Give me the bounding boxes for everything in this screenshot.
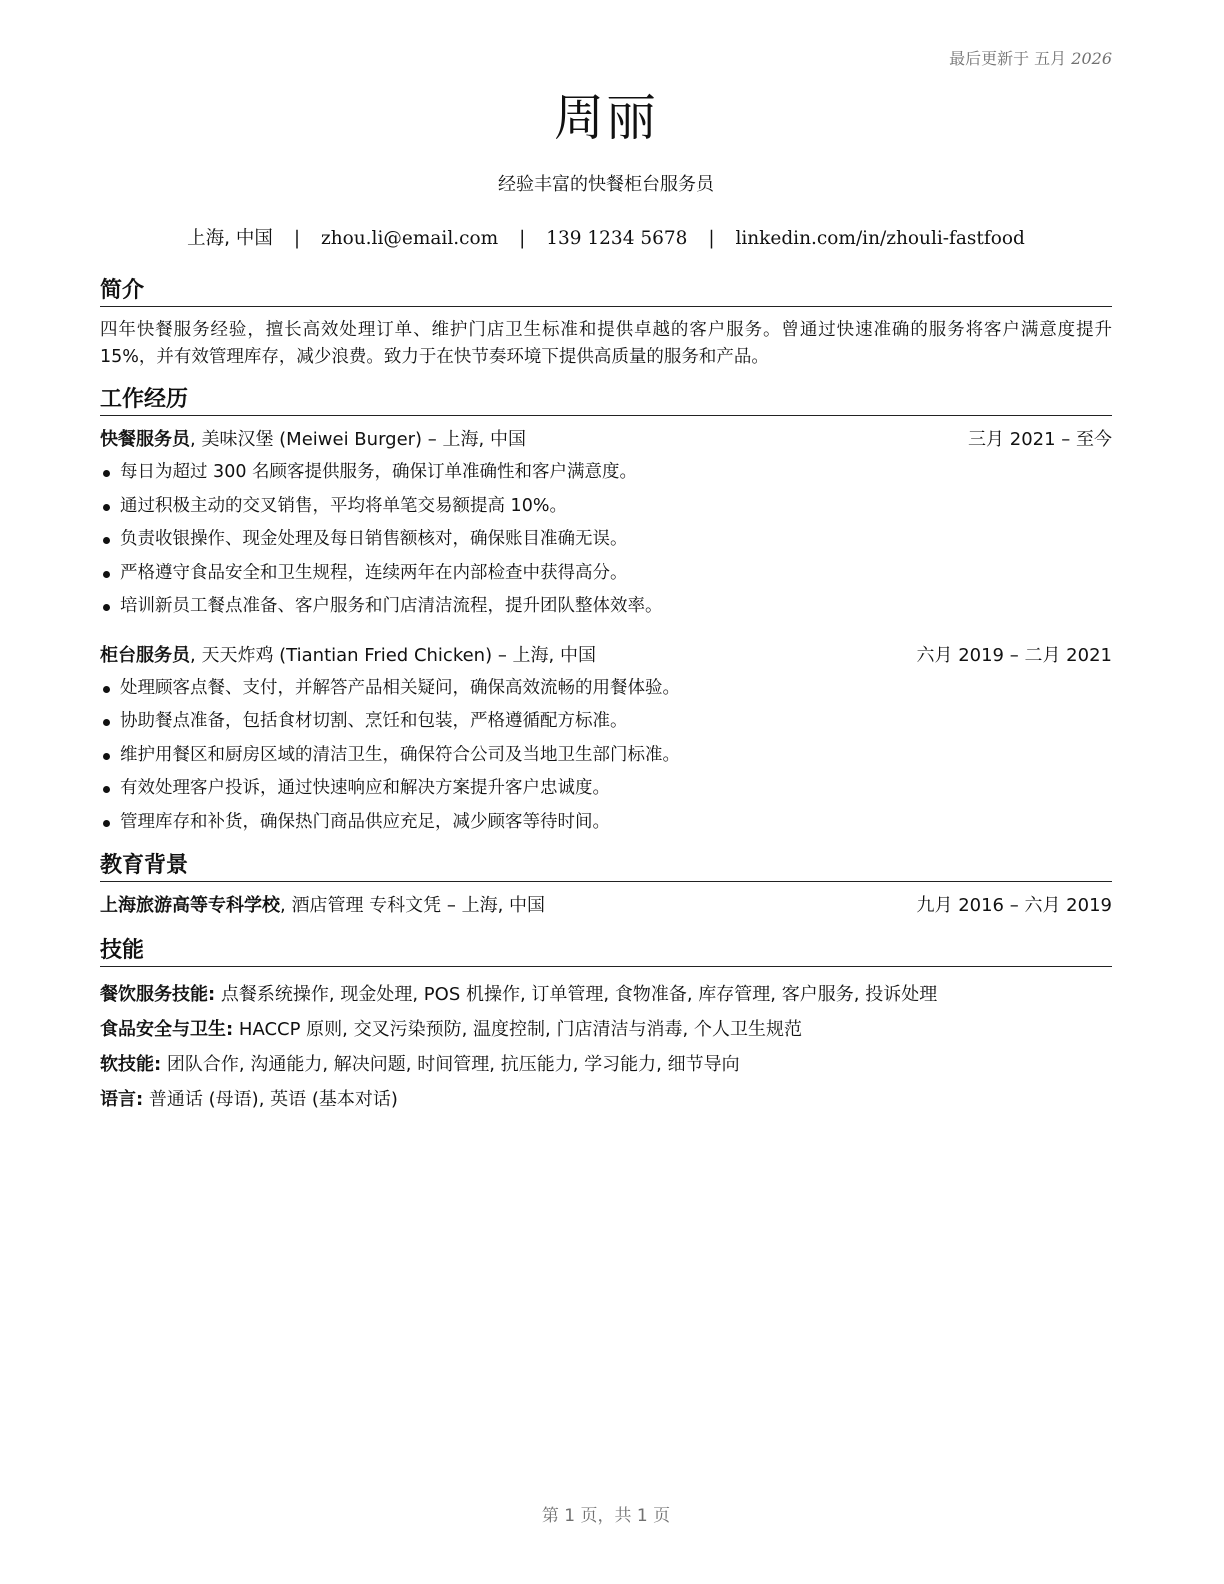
skill-line — [100, 1012, 1112, 1047]
summary-text: 四年快餐服务经验，擅长高效处理订单、维护门店卫生标准和提供卓越的客户服务。曾通过快速准确的服务将客户满意度提升 15%，并有效管理库存，减少浪费。致力于在快节奏环境下提供高质量的服务和产品。 — [100, 320, 1112, 367]
job-bullets — [100, 672, 1112, 840]
job-bullet: 维护用餐区和厨房区域的清洁卫生，确保符合公司及当地卫生部门标准。 — [100, 739, 1112, 773]
skill-line — [100, 977, 1112, 1012]
job-bullet: 协助餐点准备，包括食材切割、烹饪和包装，严格遵循配方标准。 — [100, 705, 1112, 739]
education-detail: , 酒店管理 专科文凭 – 上海, 中国 — [280, 895, 546, 916]
education-school: 上海旅游高等专科学校 — [100, 895, 280, 916]
job-bullets — [100, 456, 1112, 624]
experience-section — [100, 385, 1112, 839]
job-dates: 六月 2019 – 二月 2021 — [916, 644, 1112, 666]
job-header — [100, 642, 1112, 670]
job-header — [100, 426, 1112, 454]
skill-line — [100, 1047, 1112, 1082]
job-entry — [100, 642, 1112, 840]
last-updated-label: 最后更新于 五月 — [949, 49, 1067, 68]
skill-label: 软技能: — [100, 1054, 162, 1075]
job-bullet: 通过积极主动的交叉销售，平均将单笔交易额提高 10%。 — [100, 490, 1112, 524]
job-dates: 三月 2021 – 至今 — [968, 429, 1112, 450]
section-title-skills: 技能 — [100, 936, 1112, 967]
candidate-headline: 经验丰富的快餐柜台服务员 — [498, 174, 714, 195]
job-bullet: 有效处理客户投诉，通过快速响应和解决方案提升客户忠诚度。 — [100, 772, 1112, 806]
skill-value: 点餐系统操作, 现金处理, POS 机操作, 订单管理, 食物准备, 库存管理, 客户服务, 投诉处理 — [215, 984, 938, 1005]
skill-value: 团队合作, 沟通能力, 解决问题, 时间管理, 抗压能力, 学习能力, 细节导向 — [161, 1054, 740, 1075]
candidate-name: 周丽 — [554, 89, 658, 147]
job-bullet: 负责收银操作、现金处理及每日销售额核对，确保账目准确无误。 — [100, 523, 1112, 557]
section-title-experience: 工作经历 — [100, 385, 1112, 416]
job-company: , 天天炸鸡 (Tiantian Fried Chicken) – 上海, 中国 — [190, 644, 597, 666]
job-bullet: 管理库存和补货，确保热门商品供应充足，减少顾客等待时间。 — [100, 806, 1112, 840]
skill-label: 语言: — [100, 1089, 144, 1110]
contact-location: 上海, 中国 — [187, 228, 273, 249]
job-bullet: 培训新员工餐点准备、客户服务和门店清洁流程，提升团队整体效率。 — [100, 590, 1112, 624]
skills-section — [100, 936, 1112, 1117]
job-company: , 美味汉堡 (Meiwei Burger) – 上海, 中国 — [190, 429, 526, 450]
job-bullet: 处理顾客点餐、支付，并解答产品相关疑问，确保高效流畅的用餐体验。 — [100, 672, 1112, 706]
last-updated-year: 2026 — [1071, 49, 1112, 68]
contact-linkedin[interactable]: linkedin.com/in/zhouli-fastfood — [735, 228, 1025, 249]
education-entry — [100, 892, 1112, 920]
last-updated — [949, 46, 1112, 69]
job-entry — [100, 426, 1112, 624]
contact-phone: 139 1234 5678 — [546, 228, 688, 249]
job-role: 快餐服务员 — [100, 429, 190, 450]
resume-page — [100, 0, 1112, 1584]
skill-label: 食品安全与卫生: — [100, 1019, 234, 1040]
skill-label: 餐饮服务技能: — [100, 984, 216, 1005]
page-footer: 第 1 页，共 1 页 — [541, 1506, 671, 1526]
section-title-education: 教育背景 — [100, 851, 1112, 882]
job-bullet: 严格遵守食品安全和卫生规程，连续两年在内部检查中获得高分。 — [100, 557, 1112, 591]
contact-separator: | — [519, 228, 526, 249]
skill-value: HACCP 原则, 交叉污染预防, 温度控制, 门店清洁与消毒, 个人卫生规范 — [233, 1019, 802, 1040]
contact-email[interactable]: zhou.li@email.com — [320, 228, 499, 249]
skill-value: 普通话 (母语), 英语 (基本对话) — [143, 1089, 398, 1110]
education-dates: 九月 2016 – 六月 2019 — [916, 895, 1112, 916]
job-role: 柜台服务员 — [100, 644, 190, 666]
contact-separator: | — [708, 228, 715, 249]
contact-line — [100, 224, 1112, 250]
education-section — [100, 851, 1112, 920]
resume-content — [100, 276, 1112, 1129]
section-title-summary: 简介 — [100, 276, 1112, 307]
skill-line — [100, 1082, 1112, 1117]
summary-section — [100, 276, 1112, 371]
job-bullet: 每日为超过 300 名顾客提供服务，确保订单准确性和客户满意度。 — [100, 456, 1112, 490]
contact-separator: | — [293, 228, 301, 249]
